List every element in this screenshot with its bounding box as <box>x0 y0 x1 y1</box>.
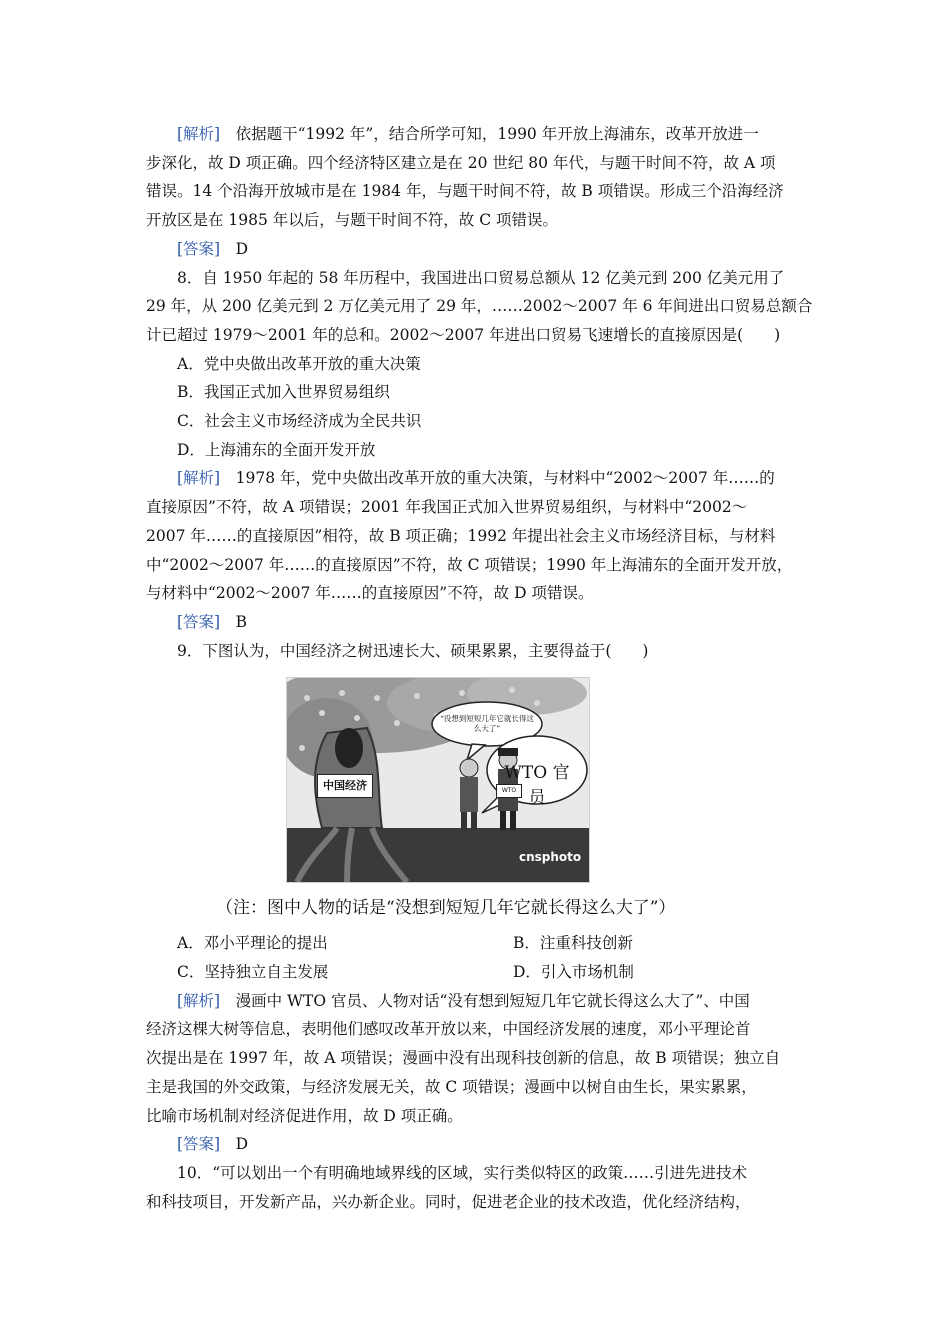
q8-stem-line-2: 29 年，从 200 亿美元到 2 万亿美元用了 29 年，……2002～2007 年 6 年间进出口贸易总额合 <box>146 297 813 316</box>
explain-tag: [解析] <box>177 991 221 1010</box>
q10-stem-line-1: 10．“可以划出一个有明确地域界线的区域，实行类似特区的政策……引进先进技术 <box>177 1163 748 1182</box>
cnsphoto-watermark: cnsphoto <box>519 850 582 865</box>
q8-explain-line-2: 直接原因”不符，故 A 项错误；2001 年我国正式加入世界贸易组织，与材料中“2002～ <box>146 498 748 517</box>
q7-answer <box>146 235 808 264</box>
q9-explain-line-5: 比喻市场机制对经济促进作用，故 D 项正确。 <box>146 1106 463 1125</box>
answer-value: D <box>235 239 249 258</box>
q9-explain-line-3: 次提出是在 1997 年，故 A 项错误；漫画中没有出现科技创新的信息，故 B 项错误；独立自 <box>146 1049 781 1068</box>
q8-stem-line-1: 8．自 1950 年起的 58 年历程中，我国进出口贸易总额从 12 亿美元到 200 亿美元用了 <box>177 268 785 287</box>
q8-option-d: D．上海浦东的全面开发开放 <box>177 440 376 459</box>
answer-tag: [答案] <box>177 1135 221 1154</box>
q8-option-a: A．党中央做出改革开放的重大决策 <box>177 354 421 373</box>
q9-option-c: C．坚持独立自主发展 <box>177 963 329 982</box>
explain-tag: [解析] <box>177 125 221 143</box>
answer-tag: [答案] <box>177 612 221 631</box>
answer-value: B <box>235 612 248 631</box>
q9-explain-line-1: [解析] 漫画中 WTO 官员、人物对话“没有想到短短几年它就长得这么大了”、中国 <box>177 991 750 1010</box>
q8-explain-line-1: [解析] 1978 年，党中央做出改革开放的重大决策，与材料中“2002～2007 年……的 <box>177 469 775 488</box>
q9-explain-line-2: 经济这棵大树等信息，表明他们感叹改革开放以来，中国经济发展的速度，邓小平理论首 <box>146 1020 751 1039</box>
q10-stem-line-2: 和科技项目，开发新产品，兴办新企业。同时，促进老企业的技术改造，优化经济结构， <box>146 1192 751 1211</box>
q8-explain-line-4: 中“2002～2007 年……的直接原因”不符，故 C 项错误；1990 年上海浦东的全面开发开放， <box>146 555 793 574</box>
q9-figure <box>146 665 808 929</box>
figure-caption: （注：图中人物的话是“没想到短短几年它就长得这么大了”） <box>216 898 676 919</box>
q8-option-c: C．社会主义市场经济成为全民共识 <box>177 412 422 431</box>
explain-tag: [解析] <box>177 469 221 488</box>
q7-explain-line-2: 步深化，故 D 项正确。四个经济特区建立是在 20 世纪 80 年代，与题干时间不符，故 A 项 <box>146 153 776 172</box>
q8-stem-line-3: 计已超过 1979～2001 年的总和。2002～2007 年进出口贸易飞速增长的直接原因是( ) <box>146 325 781 344</box>
speech-bubble-text: “没想到短短几年它就长得这么大了” <box>440 714 534 734</box>
answer-tag: [答案] <box>177 239 221 258</box>
q9-options-row-2 <box>146 958 808 987</box>
q9-option-a: A．邓小平理论的提出 <box>177 934 328 953</box>
q7-explain-line-3: 错误。14 个沿海开放城市是在 1984 年，与题干时间不符，故 B 项错误。形成三个沿海经济 <box>146 182 784 201</box>
q7-explain-line-4: 开放区是在 1985 年以后，与题干时间不符，故 C 项错误。 <box>146 211 559 230</box>
q9-option-d: D．引入市场机制 <box>513 963 634 982</box>
q8-explain-line-5: 与材料中“2002～2007 年……的直接原因”不符，故 D 项错误。 <box>146 584 594 603</box>
q9-option-b: B．注重科技创新 <box>513 934 633 953</box>
q7-explain-line-1: [解析] 依据题干“1992 年”，结合所学可知，1990 年开放上海浦东，改革开放进一 <box>177 125 759 143</box>
wto-bubble-text: WTO 官员 <box>504 763 570 809</box>
q8-option-b: B．我国正式加入世界贸易组织 <box>177 383 390 402</box>
q9-stem: 9．下图认为，中国经济之树迅速长大、硕果累累，主要得益于( ) <box>177 641 649 660</box>
wto-badge: WTO <box>496 784 522 798</box>
q8-explain-line-3: 2007 年……的直接原因”相符，故 B 项正确；1992 年提出社会主义市场经济目标，与材料 <box>146 526 776 545</box>
q9-answer <box>146 1130 808 1159</box>
tree-sign: 中国经济 <box>317 774 373 798</box>
economy-tree-cartoon <box>286 677 590 883</box>
q8-answer <box>146 608 808 637</box>
q9-options-row-1 <box>146 929 808 958</box>
q9-explain-line-4: 主是我国的外交政策，与经济发展无关，故 C 项错误；漫画中以树自由生长，果实累累， <box>146 1077 757 1096</box>
content-column <box>146 120 813 1216</box>
answer-value: D <box>235 1135 249 1154</box>
